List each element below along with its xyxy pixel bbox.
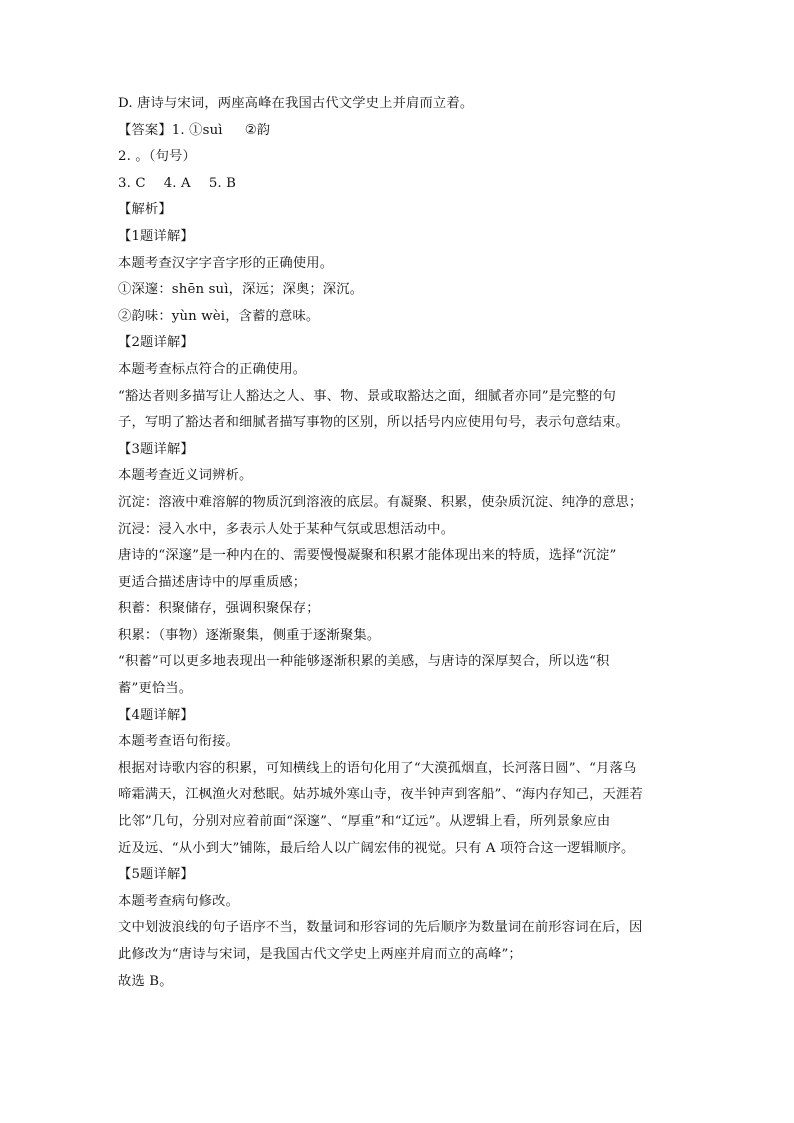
option-d-text: D. 唐诗与宋词，两座高峰在我国古代文学史上并肩而立着。 — [118, 96, 474, 111]
paragraph-line: 本题考查近义词辨析。 — [118, 468, 253, 484]
answer-line-3 — [118, 171, 678, 198]
paragraph-line: 蓄”更恰当。 — [118, 681, 193, 697]
paragraph-line: 积蓄：积聚储存，强调积聚保存； — [118, 601, 320, 617]
answer-4: 4. A — [163, 175, 191, 191]
section-heading-2: 【2题详解】 — [118, 335, 194, 351]
paragraph-line: 沉浸：浸入水中，多表示人处于某种气氛或思想活动中。 — [118, 521, 455, 537]
answer-1-part-2: ②韵 — [244, 122, 271, 138]
section-heading-5: 【5题详解】 — [118, 867, 194, 883]
paragraph-line: 文中划波浪线的句子语序不当，数量词和形容词的先后顺序为数量词在前形容词在后，因 — [118, 920, 643, 936]
paragraph-line: 沉淀：溶液中难溶解的物质沉到溶液的底层。有凝聚、积累，使杂质沉淀、纯净的意思； — [118, 494, 643, 510]
paragraph-line: 比邻”几句，分别对应着前面“深邃”、“厚重”和“辽远”。从逻辑上看，所列景象应由 — [118, 814, 611, 830]
paragraph-line: 本题考查病句修改。 — [118, 893, 240, 909]
paragraph-line: 根据对诗歌内容的积累，可知横线上的语句化用了“大漠孤烟直，长河落日圆”、“月落乌 — [118, 760, 637, 776]
paragraph-line: 本题考查语句衔接。 — [118, 734, 240, 750]
answer-5: 5. B — [208, 175, 237, 191]
paragraph-line: 积累：（事物）逐渐聚集，侧重于逐渐聚集。 — [118, 627, 381, 643]
paragraph-line: 近及远、“从小到大”铺陈，最后给人以广阔宏伟的视觉。只有 A 项符合这一逻辑顺序。 — [118, 840, 635, 856]
paragraph-line: “豁达者则多描写让人豁达之人、事、物、景或取豁达之面，细腻者亦同”是完整的句 — [118, 388, 616, 404]
paragraph-line: 唐诗的“深邃”是一种内在的、需要慢慢凝聚和积累才能体现出来的特质，选择“沉淀” — [118, 548, 617, 564]
answer-line-2: 2. 。（句号） — [118, 149, 196, 165]
paragraph-line: 本题考查汉字字音字形的正确使用。 — [118, 255, 334, 271]
paragraph-line: “积蓄”可以更多地表现出一种能够逐渐积累的美感，与唐诗的深厚契合，所以选“积 — [118, 654, 610, 670]
answer-3: 3. C — [118, 175, 146, 191]
paragraph-line: 子，写明了豁达者和细腻者描写事物的区别，所以括号内应使用句号，表示句意结束。 — [118, 415, 629, 431]
paragraph-line: 本题考查标点符合的正确使用。 — [118, 361, 307, 377]
section-heading-1: 【1题详解】 — [118, 228, 194, 244]
analysis-heading: 【解析】 — [118, 202, 172, 218]
paragraph-line: 故选 B。 — [118, 973, 173, 989]
paragraph-line: 此修改为“唐诗与宋词，是我国古代文学史上两座并肩而立的高峰”； — [118, 947, 522, 962]
section-heading-3: 【3题详解】 — [118, 441, 194, 457]
section-heading-4: 【4题详解】 — [118, 707, 194, 723]
document-page — [118, 91, 678, 995]
paragraph-line: 更适合描述唐诗中的厚重质感； — [118, 574, 307, 590]
paragraph-line: ②韵味：yùn wèi，含蓄的意味。 — [118, 308, 320, 324]
paragraph-line: ①深邃：shēn suì，深远；深奥；深沉。 — [118, 282, 364, 298]
answer-line-1 — [118, 118, 678, 145]
paragraph-line: 啼霜满天，江枫渔火对愁眠。姑苏城外寒山寺，夜半钟声到客船”、“海内存知己，天涯若 — [118, 787, 643, 803]
answer-1-part-1: 【答案】1. ①suì — [118, 122, 223, 138]
